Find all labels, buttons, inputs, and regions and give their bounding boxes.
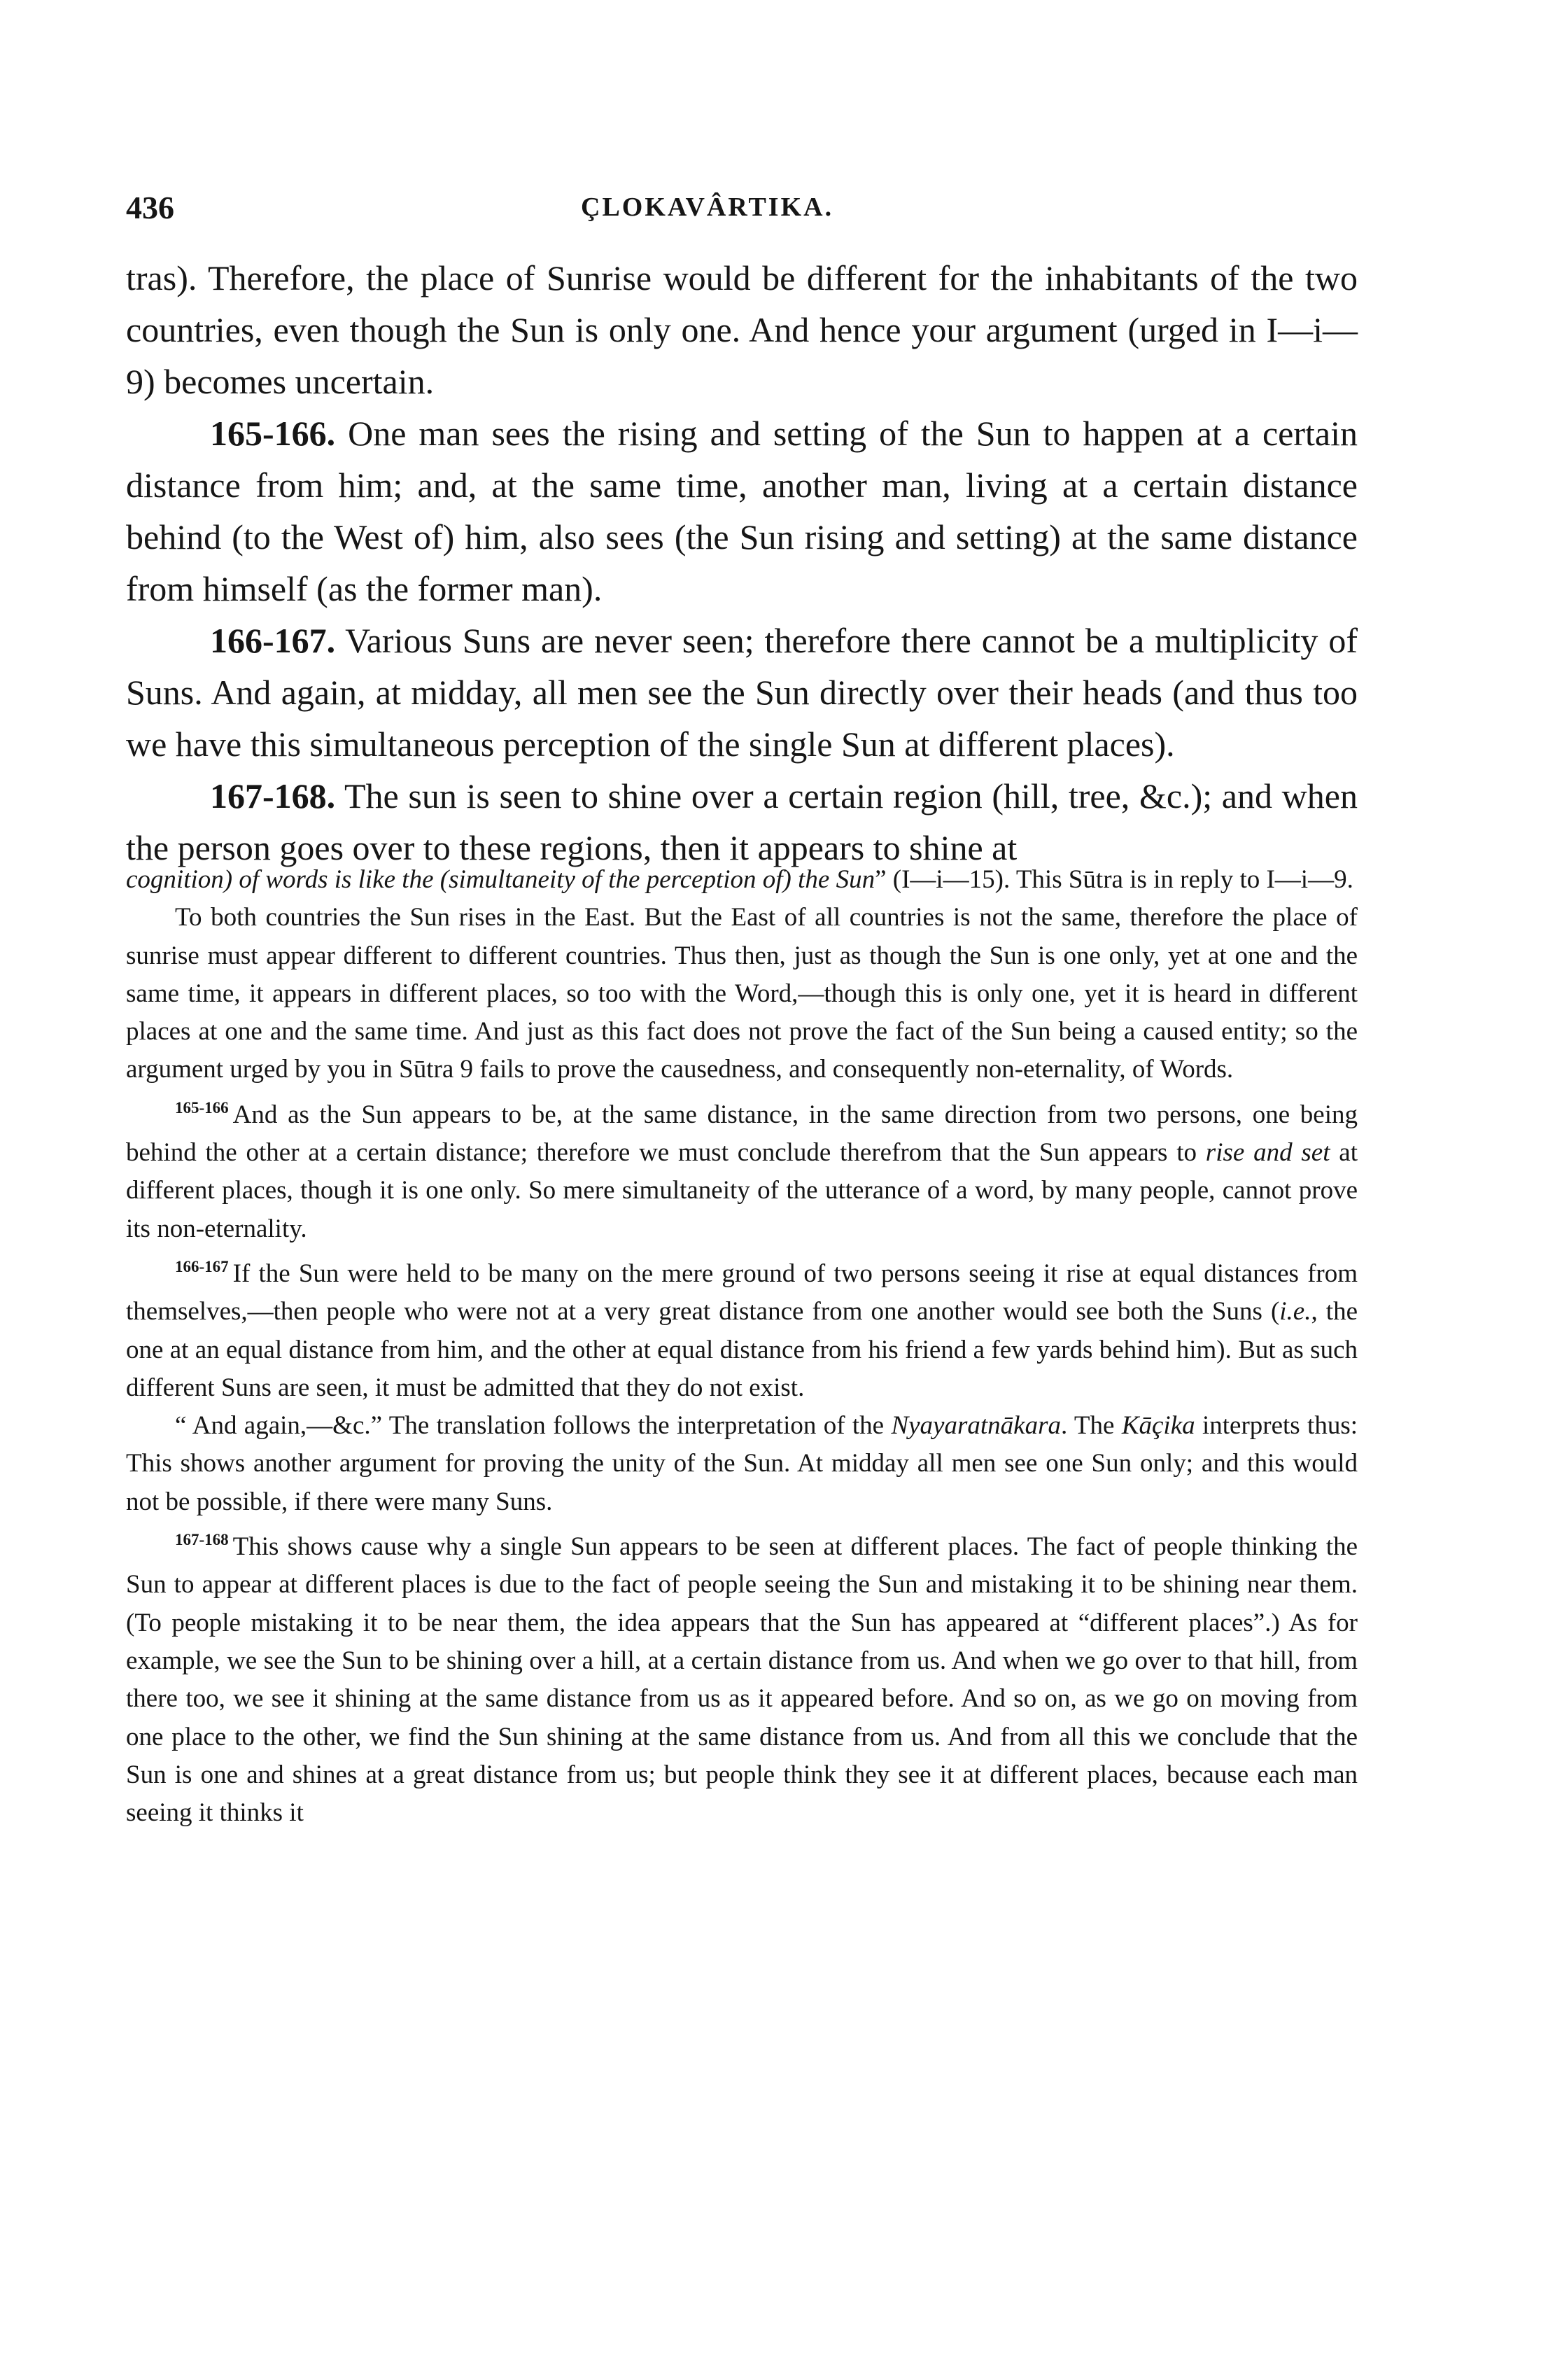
footnote: cognition) of words is like the (simultaneity of the perception of) the Sun” (I—i—15). This Sūtra is in reply to I—i—9.: [126, 865, 1353, 894]
verse-number: 165-166.: [210, 414, 336, 453]
main-paragraph: 167-168. The sun is seen to shine over a certain region (hill, tree, &c.); and when the person goes over to these regions, then it appears to shine at: [126, 776, 1358, 867]
main-paragraph: 166-167. Various Suns are never seen; therefore there cannot be a multiplicity of Suns. And again, at midday, all men see the Sun directly over their heads (and thus too we have this simultaneous perception of the single Sun at different places).: [126, 621, 1358, 764]
running-title: ÇLOKAVÂRTIKA.: [581, 192, 834, 222]
main-paragraph: tras). Therefore, the place of Sunrise would be different for the inhabitants of the two countries, even though the Sun is only one. And hence your argument (urged in I—i—9) becomes uncertain.: [126, 258, 1358, 401]
verse-number: 167-168.: [210, 776, 336, 816]
main-text: [126, 252, 1358, 874]
footnote-ref: 165-166: [175, 1098, 229, 1116]
page-header: [126, 189, 1358, 231]
footnote: “ And again,—&c.” The translation follows the interpretation of the Nyayaratnākara. The Kāçika interprets thus: This shows another argument for proving the unity of the Sun. At midday all men see one Sun only; and this would not be possible, if there were many Suns.: [126, 1411, 1358, 1516]
footnote: $^{165-166}$ And as the Sun appears to be, at the same distance, in the same direction from two persons, one being behind the other at a certain distance; therefore we must conclude therefrom that the Sun appears to rise and set at different places, though it is one only. So mere simultaneity of the utterance of a word, by many people, cannot prove its non-eternality.: [126, 1098, 1358, 1243]
footnote: $^{166-167}$ If the Sun were held to be many on the mere ground of two persons seeing it rise at equal distances from themselves,—then people who were not at a very great distance from one another would see both the Suns (i.e., the one at an equal distance from him, and the other at equal distance from his friend a few yards behind him). But as such different Suns are seen, it must be admitted that they do not exist.: [126, 1257, 1358, 1402]
footnote-ref: 166-167: [175, 1257, 229, 1275]
footnotes: [126, 861, 1358, 1832]
verse-number: 166-167.: [210, 621, 336, 660]
footnote: $^{167-168}$ This shows cause why a single Sun appears to be seen at different places. The fact of people thinking the Sun to appear at different places is due to the fact of people seeing the Sun and mistaking it to be shining near them. (To people mistaking it to be near them, the idea appears that the Sun has appeared at “different places”.) As for example, we see the Sun to be shining over a hill, at a certain distance from us. And when we go over to that hill, from there too, we see it shining at the same distance from us as it appeared before. And so on, as we go on moving from one place to the other, we find the Sun shining at the same distance from us. And from all this we conclude that the Sun is one and shines at a great distance from us; but people think they see it at different places, because each man seeing it thinks it: [126, 1531, 1358, 1828]
page-number: 436: [126, 190, 174, 225]
footnote-ref: 167-168: [175, 1531, 229, 1549]
main-paragraph: 165-166. One man sees the rising and setting of the Sun to happen at a certain distance from him; and, at the same time, another man, living at a certain distance behind (to the West of) him, also sees (the Sun rising and setting) at the same distance from himself (as the former man).: [126, 414, 1358, 608]
footnote: To both countries the Sun rises in the East. But the East of all countries is not the same, therefore the place of sunrise must appear different to different countries. Thus then, just as though the Sun is one only, yet at one and the same time, it appears in different places, so too with the Word,—though this is only one, yet it is heard in different places at one and the same time. And just as this fact does not prove the fact of the Sun being a caused entity; so the argument urged by you in Sūtra 9 fails to prove the causedness, and consequently non-eternality, of Words.: [126, 903, 1358, 1084]
